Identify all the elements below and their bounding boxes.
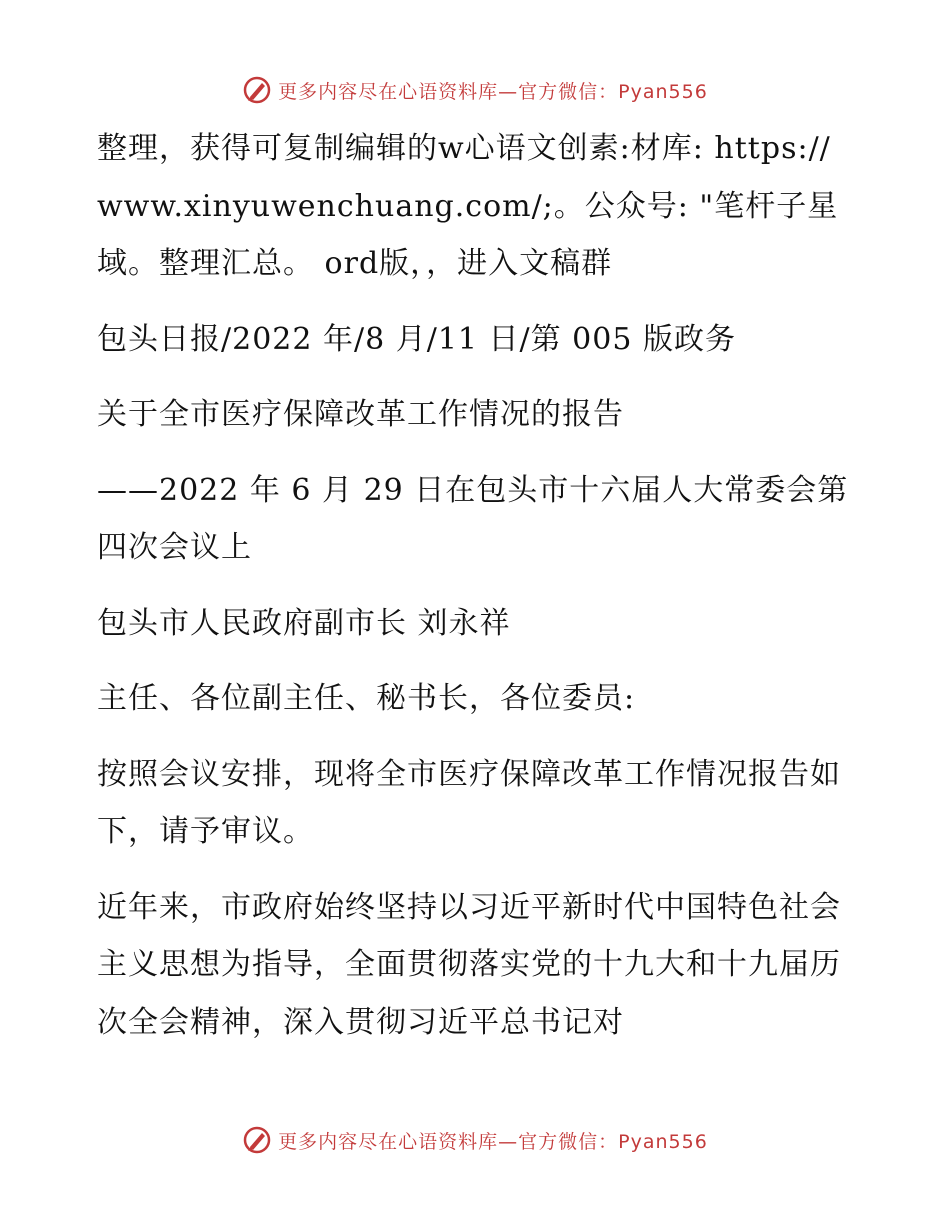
report-subtitle: ——2022 年 6 月 29 日在包头市十六届人大常委会第四次会议上 [97,472,849,565]
pen-logo-icon [242,75,272,105]
source-line: 包头日报/2022 年/8 月/11 日/第 005 版政务 [97,321,736,357]
pen-logo-icon [242,1125,272,1155]
opening-paragraph: 按照会议安排，现将全市医疗保障改革工作情况报告如下，请予审议。 [97,756,841,849]
intro-paragraph: 整理，获得可复制编辑的w心语文创素:材库: https://www.xinyuwenchuang.com/;。公众号: "笔杆子星域。整理汇总。 ord版，，进入文稿群 [97,131,839,281]
watermark-brand: Pyan556 [618,1130,708,1153]
watermark-text: 更多内容尽在心语资料库—官方微信：Pyan556 [278,80,708,103]
watermark-brand: Pyan556 [618,80,708,103]
watermark-header [0,70,950,110]
salutation: 主任、各位副主任、秘书长，各位委员: [97,681,636,716]
watermark-text: 更多内容尽在心语资料库—官方微信：Pyan556 [278,1130,708,1153]
body-paragraph: 近年来，市政府始终坚持以习近平新时代中国特色社会主义思想为指导，全面贯彻落实党的十九大和十九届历次全会精神，深入贯彻习近平总书记对 [97,889,841,1040]
document-body [97,120,857,1069]
watermark-footer [0,1120,950,1160]
author-line: 包头市人民政府副市长 刘永祥 [97,605,511,641]
report-title: 关于全市医疗保障改革工作情况的报告 [97,397,624,432]
